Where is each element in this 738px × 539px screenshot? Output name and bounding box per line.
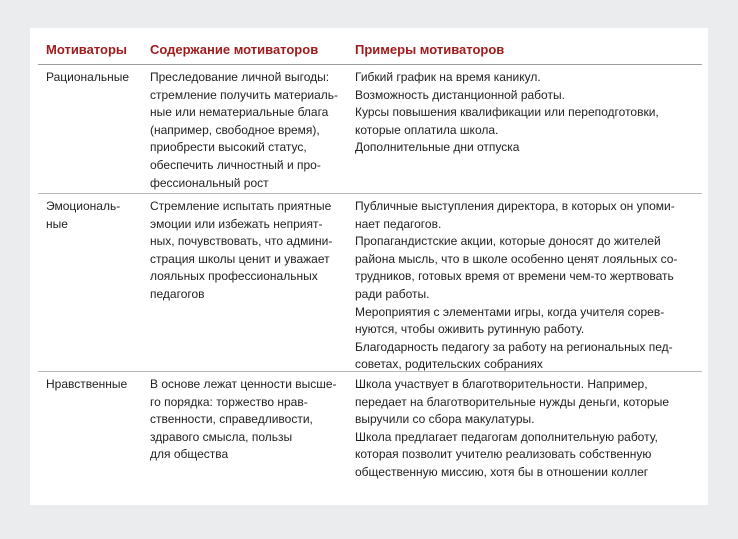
row-moral-content [150, 376, 337, 464]
row-divider [38, 371, 702, 372]
example-line: нает педагогов. [355, 216, 442, 231]
row-rational-examples [355, 69, 659, 157]
content-line: ственности, справедливости, [150, 412, 313, 427]
content-line: здравого смысла, пользы [150, 429, 293, 444]
content-line: для общества [150, 447, 229, 462]
example-line: передает на благотворительные нужды деньги, которые [355, 394, 669, 409]
content-line: приобрести высокий статус, [150, 140, 307, 155]
row-emotional-examples [355, 198, 677, 374]
content-line: стремление получить материаль- [150, 87, 339, 102]
header-examples: Примеры мотиваторов [355, 42, 505, 57]
example-line: Возможность дистанционной работы. [355, 87, 565, 102]
example-line: нуются, чтобы оживить рутинную работу. [355, 322, 585, 337]
example-line: Публичные выступления директора, в которых он упоми- [355, 199, 675, 213]
content-line: фессиональный рост [150, 175, 269, 190]
example-item [355, 104, 659, 139]
content-line: обеспечить личностный и про- [150, 157, 321, 172]
example-item [355, 429, 669, 482]
example-item [355, 139, 659, 157]
content-line: лояльных профессиональных [150, 269, 318, 284]
example-line: трудников, готовых время от времени чем-то жертвовать [355, 269, 674, 284]
content-line: ных, почувствовать, что админи- [150, 234, 333, 249]
content-line: В основе лежат ценности высше- [150, 377, 337, 391]
example-line: Пропагандистские акции, которые доносят до жителей [355, 234, 661, 249]
content-line: Стремление испытать приятные [150, 199, 332, 213]
content-line: педагогов [150, 286, 205, 301]
example-item [355, 87, 659, 105]
content-line: Преследование личной выгоды: [150, 70, 330, 84]
motivators-table [30, 28, 708, 505]
type-line: Нравственные [46, 377, 128, 391]
example-item [355, 339, 677, 374]
row-emotional-type [46, 198, 120, 233]
content-line: го порядка: торжество нрав- [150, 394, 308, 409]
header-divider [38, 64, 702, 65]
row-emotional-content [150, 198, 332, 304]
row-moral-examples [355, 376, 669, 482]
example-line: Благодарность педагогу за работу на региональных пед- [355, 339, 673, 354]
example-line: Гибкий график на время каникул. [355, 70, 541, 84]
example-line: Школа участвует в благотворительности. Например, [355, 377, 648, 391]
row-rational-content [150, 69, 338, 192]
content-line: ные или нематериальные блага [150, 105, 329, 120]
example-line: которые оплатила школа. [355, 122, 499, 137]
example-item [355, 304, 677, 339]
example-item [355, 233, 677, 303]
header-motivators: Мотиваторы [46, 42, 128, 57]
content-line: (например, свободное время), [150, 122, 320, 137]
example-line: ради работы. [355, 286, 430, 301]
row-divider [38, 193, 702, 194]
header-content: Содержание мотиваторов [150, 42, 319, 57]
example-line: Дополнительные дни отпуска [355, 140, 520, 155]
example-line: выручили со сбора макулатуры. [355, 412, 535, 427]
example-line: Школа предлагает педагогам дополнительную работу, [355, 429, 658, 444]
type-line: Рациональные [46, 70, 130, 84]
content-line: эмоции или избежать неприят- [150, 216, 323, 231]
example-item [355, 69, 659, 87]
example-line: которая позволит учителю реализовать собственную [355, 447, 652, 462]
row-rational-type [46, 69, 129, 87]
row-moral-type [46, 376, 127, 394]
example-line: района мысль, что в школе особенно ценят лояльных со- [355, 251, 678, 266]
example-item [355, 376, 669, 429]
example-line: Мероприятия с элементами игры, когда учителя сорев- [355, 304, 665, 319]
content-line: страция школы ценит и уважает [150, 251, 330, 266]
example-item [355, 198, 677, 233]
example-line: советах, родительских собраниях [355, 357, 543, 372]
type-line: ные [46, 216, 68, 231]
example-line: общественную миссию, хотя бы в отношении коллег [355, 464, 649, 479]
type-line: Эмоциональ- [46, 199, 121, 213]
example-line: Курсы повышения квалификации или переподготовки, [355, 105, 659, 120]
